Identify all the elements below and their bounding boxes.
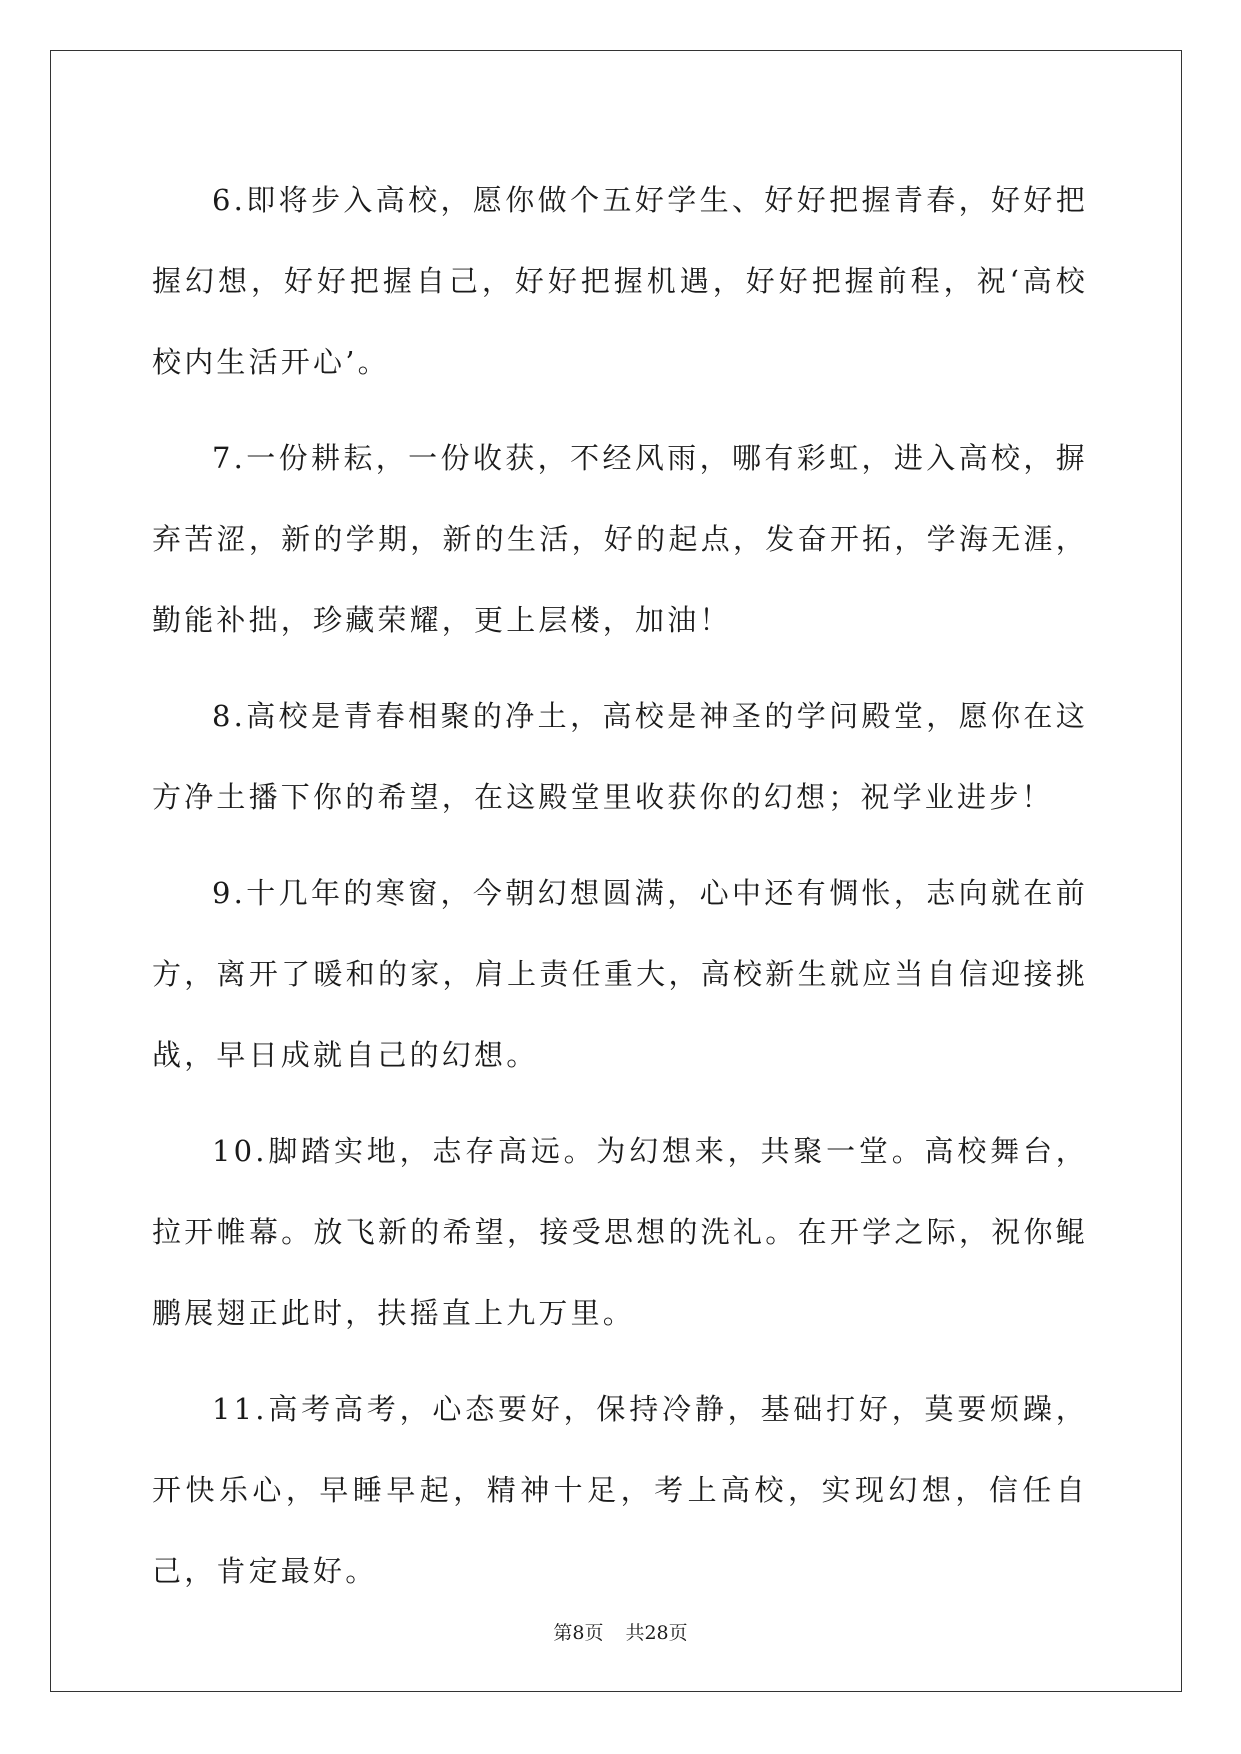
page-total: 共28页 xyxy=(625,1622,688,1644)
paragraph-10: 10.脚踏实地，志存高远。为幻想来，共聚一堂。高校舞台，拉开帷幕。放飞新的希望，接受思想的洗礼。在开学之际，祝你鲲鹏展翅正此时，扶摇直上九万里。 xyxy=(152,1134,1088,1330)
paragraph-9: 9.十几年的寒窗，今朝幻想圆满，心中还有惆怅，志向就在前方，离开了暖和的家，肩上责任重大，高校新生就应当自信迎接挑战，早日成就自己的幻想。 xyxy=(152,876,1088,1072)
paragraph-6: 6.即将步入高校，愿你做个五好学生、好好把握青春，好好把握幻想，好好把握自己，好好把握机遇，好好把握前程，祝‘高校校内生活开心’。 xyxy=(152,183,1088,379)
paragraph-7: 7.一份耕耘，一份收获，不经风雨，哪有彩虹，进入高校，摒弃苦涩，新的学期，新的生活，好的起点，发奋开拓，学海无涯，勤能补拙，珍藏荣耀，更上层楼，加油！ xyxy=(152,441,1088,637)
page-number: 第8页 xyxy=(553,1622,604,1644)
document-body xyxy=(152,160,1088,1627)
paragraph-8: 8.高校是青春相聚的净土，高校是神圣的学问殿堂，愿你在这方净土播下你的希望，在这殿堂里收获你的幻想；祝学业进步！ xyxy=(152,699,1088,814)
page-footer xyxy=(0,1618,1241,1645)
paragraph-11: 11.高考高考，心态要好，保持冷静，基础打好，莫要烦躁，开快乐心，早睡早起，精神十足，考上高校，实现幻想，信任自己，肯定最好。 xyxy=(152,1392,1088,1588)
